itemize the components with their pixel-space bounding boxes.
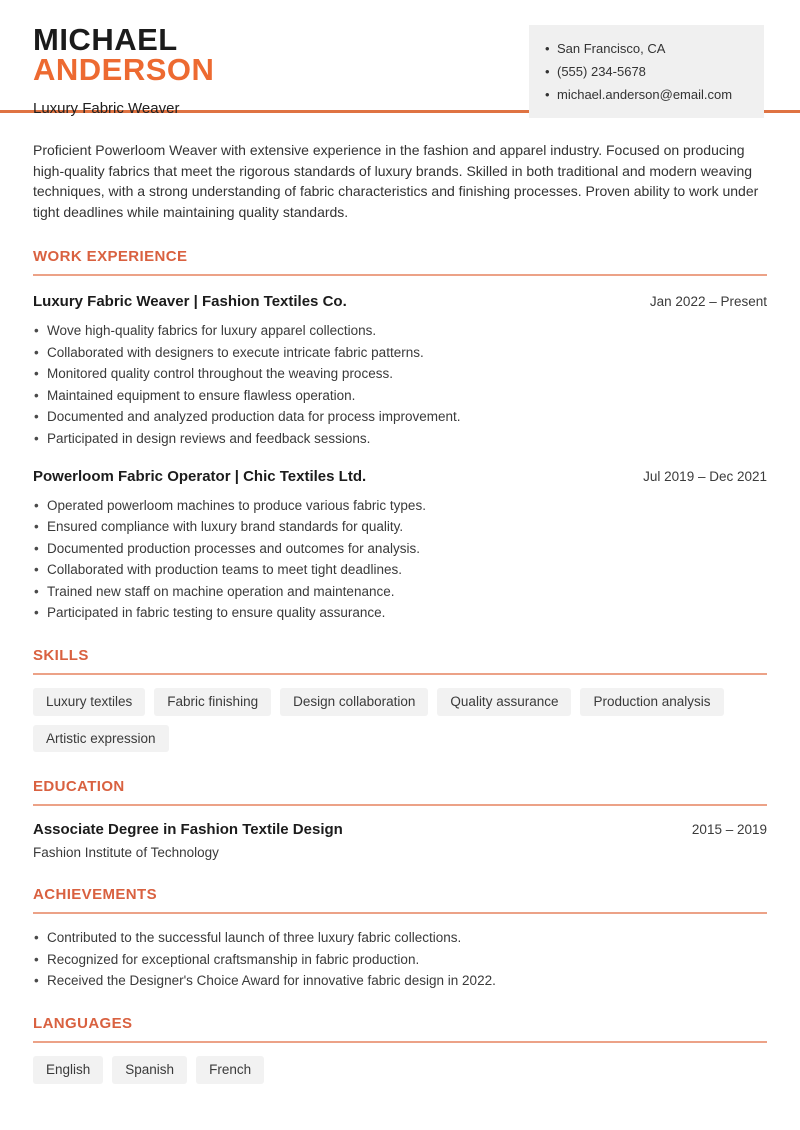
languages-heading: LANGUAGES: [33, 1015, 767, 1043]
bullet-item: • Documented production processes and outcomes for analysis.: [33, 540, 767, 557]
bullet-item: • Contributed to the successful launch of three luxury fabric collections.: [33, 929, 767, 946]
job-bullet-list: [33, 322, 767, 447]
job-dates: Jan 2022 – Present: [649, 294, 767, 309]
achievements-heading: ACHIEVEMENTS: [33, 886, 767, 914]
contact-list: [545, 37, 754, 106]
skill-pill: Artistic expression: [33, 725, 169, 753]
candidate-job-title: Luxury Fabric Weaver: [33, 100, 180, 117]
section-skills: [33, 647, 767, 752]
section-languages: [33, 1015, 767, 1084]
bullet-item: • Wove high-quality fabrics for luxury apparel collections.: [33, 322, 767, 339]
degree-title: Associate Degree in Fashion Textile Design: [33, 821, 343, 838]
skills-heading: SKILLS: [33, 647, 767, 675]
bullet-item: • Maintained equipment to ensure flawless operation.: [33, 387, 767, 404]
skill-pill: Design collaboration: [280, 688, 428, 716]
work-experience-heading: WORK EXPERIENCE: [33, 248, 767, 276]
bullet-item: • Trained new staff on machine operation and maintenance.: [33, 583, 767, 600]
job-dates: Jul 2019 – Dec 2021: [643, 468, 767, 484]
bullet-item: • Monitored quality control throughout the weaving process.: [33, 365, 767, 382]
first-name: MICHAEL: [33, 22, 178, 57]
candidate-name-block: [33, 22, 215, 117]
skill-pill: Luxury textiles: [33, 688, 145, 716]
bullet-item: • Collaborated with designers to execute intricate fabric patterns.: [33, 344, 767, 361]
skills-pill-row: [33, 688, 767, 752]
last-name: ANDERSON: [33, 52, 215, 87]
candidate-name: [33, 22, 215, 87]
summary-paragraph: Proficient Powerloom Weaver with extensive experience in the fashion and apparel industry. Focused on producing high-quality fabrics that meet the rigorous standards of luxury brands. Skilled in both traditional and modern weaving techniques, with a strong understanding of fabric characteristics and finishing processes. Proven ability to work under tight deadlines while maintaining quality standards.: [33, 142, 759, 220]
bullet-item: • Participated in fabric testing to ensure quality assurance.: [33, 604, 767, 621]
resume-header: [33, 0, 767, 117]
section-achievements: [33, 886, 767, 989]
education-heading: EDUCATION: [33, 778, 767, 806]
contact-item: • (555) 234-5678: [545, 60, 754, 83]
bullet-item: • Operated powerloom machines to produce various fabric types.: [33, 497, 767, 514]
education-entry: [33, 821, 767, 860]
skill-pill: Fabric finishing: [154, 688, 271, 716]
education-school: Fashion Institute of Technology: [33, 845, 219, 860]
contact-item: • San Francisco, CA: [545, 37, 754, 60]
job-entry: [33, 468, 767, 622]
bullet-item: • Documented and analyzed production data for process improvement.: [33, 408, 767, 425]
bullet-item: • Participated in design reviews and feedback sessions.: [33, 430, 767, 447]
language-pill: Spanish: [112, 1056, 187, 1084]
contact-item: • michael.anderson@email.com: [545, 83, 754, 106]
bullet-item: • Recognized for exceptional craftsmanship in fabric production.: [33, 951, 767, 968]
section-education: [33, 778, 767, 860]
language-pill: English: [33, 1056, 103, 1084]
job-title: Powerloom Fabric Operator | Chic Textiles Ltd.: [33, 467, 367, 485]
languages-pill-row: [33, 1056, 767, 1084]
job-title: Luxury Fabric Weaver | Fashion Textiles Co.: [33, 293, 347, 310]
bullet-item: • Ensured compliance with luxury brand standards for quality.: [33, 518, 767, 535]
language-pill: French: [196, 1056, 264, 1084]
job-bullet-list: [33, 497, 767, 622]
education-dates: 2015 – 2019: [691, 822, 767, 837]
contact-card: [529, 25, 764, 118]
skill-pill: Quality assurance: [437, 688, 571, 716]
job-entry: [33, 293, 767, 447]
skill-pill: Production analysis: [580, 688, 723, 716]
bullet-item: • Received the Designer's Choice Award for innovative fabric design in 2022.: [33, 972, 767, 989]
bullet-item: • Collaborated with production teams to meet tight deadlines.: [33, 561, 767, 578]
achievements-bullet-list: [33, 929, 767, 989]
section-work-experience: [33, 248, 767, 621]
